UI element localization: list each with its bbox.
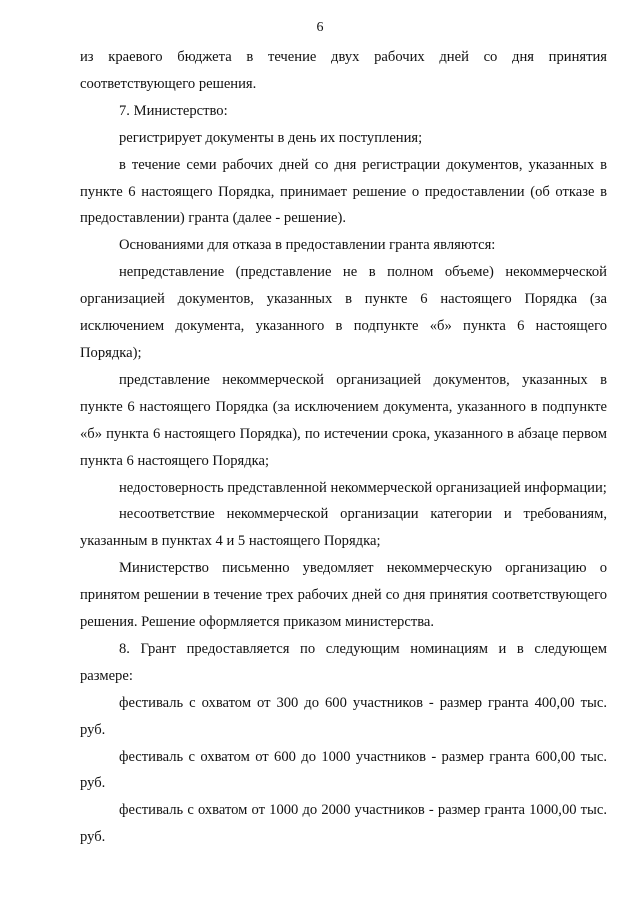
document-body <box>80 44 607 851</box>
paragraph: непредставление (представление не в полном объеме) некоммерческой организацией документов, указанных в пункте 6 настоящего Порядка (за исключением документа, указанного в подпункте «б» пункта 6 настоящего Порядка); <box>80 264 607 361</box>
paragraph: регистрирует документы в день их поступления; <box>119 129 423 146</box>
paragraph: фестиваль с охватом от 300 до 600 участников - размер гранта 400,00 тыс. руб. <box>80 694 607 738</box>
paragraph: из краевого бюджета в течение двух рабочих дней со дня принятия соответствующего решения. <box>80 49 607 92</box>
paragraph: в течение семи рабочих дней со дня регистрации документов, указанных в пункте 6 настоящего Порядка, принимает решение о предоставлении (об отказе в предоставлении) гранта (далее - решение). <box>80 156 607 227</box>
paragraph: Основаниями для отказа в предоставлении гранта являются: <box>119 237 496 254</box>
paragraph: фестиваль с охватом от 1000 до 2000 участников - размер гранта 1000,00 тыс. руб. <box>80 802 607 846</box>
paragraph: 8. Грант предоставляется по следующим номинациям и в следующем размере: <box>80 640 607 684</box>
paragraph: Министерство письменно уведомляет некоммерческую организацию о принятом решении в течение трех рабочих дней со дня принятия соответствующего решения. Решение оформляется приказом министерства. <box>80 560 607 631</box>
paragraph: 7. Министерство: <box>119 102 228 119</box>
paragraph: фестиваль с охватом от 600 до 1000 участников - размер гранта 600,00 тыс. руб. <box>80 748 607 792</box>
paragraph: представление некоммерческой организацией документов, указанных в пункте 6 настоящего Порядка (за исключением документа, указанного в подпункте «б» пункта 6 настоящего Порядка), по истечении срока, указанного в абзаце первом пункта 6 настоящего Порядка; <box>80 371 607 469</box>
page-number: 6 <box>316 20 324 35</box>
paragraph: несоответствие некоммерческой организации категории и требованиям, указанным в пунктах 4 и 5 настоящего Порядка; <box>80 506 607 550</box>
paragraph: недостоверность представленной некоммерческой организацией информации; <box>119 479 607 496</box>
